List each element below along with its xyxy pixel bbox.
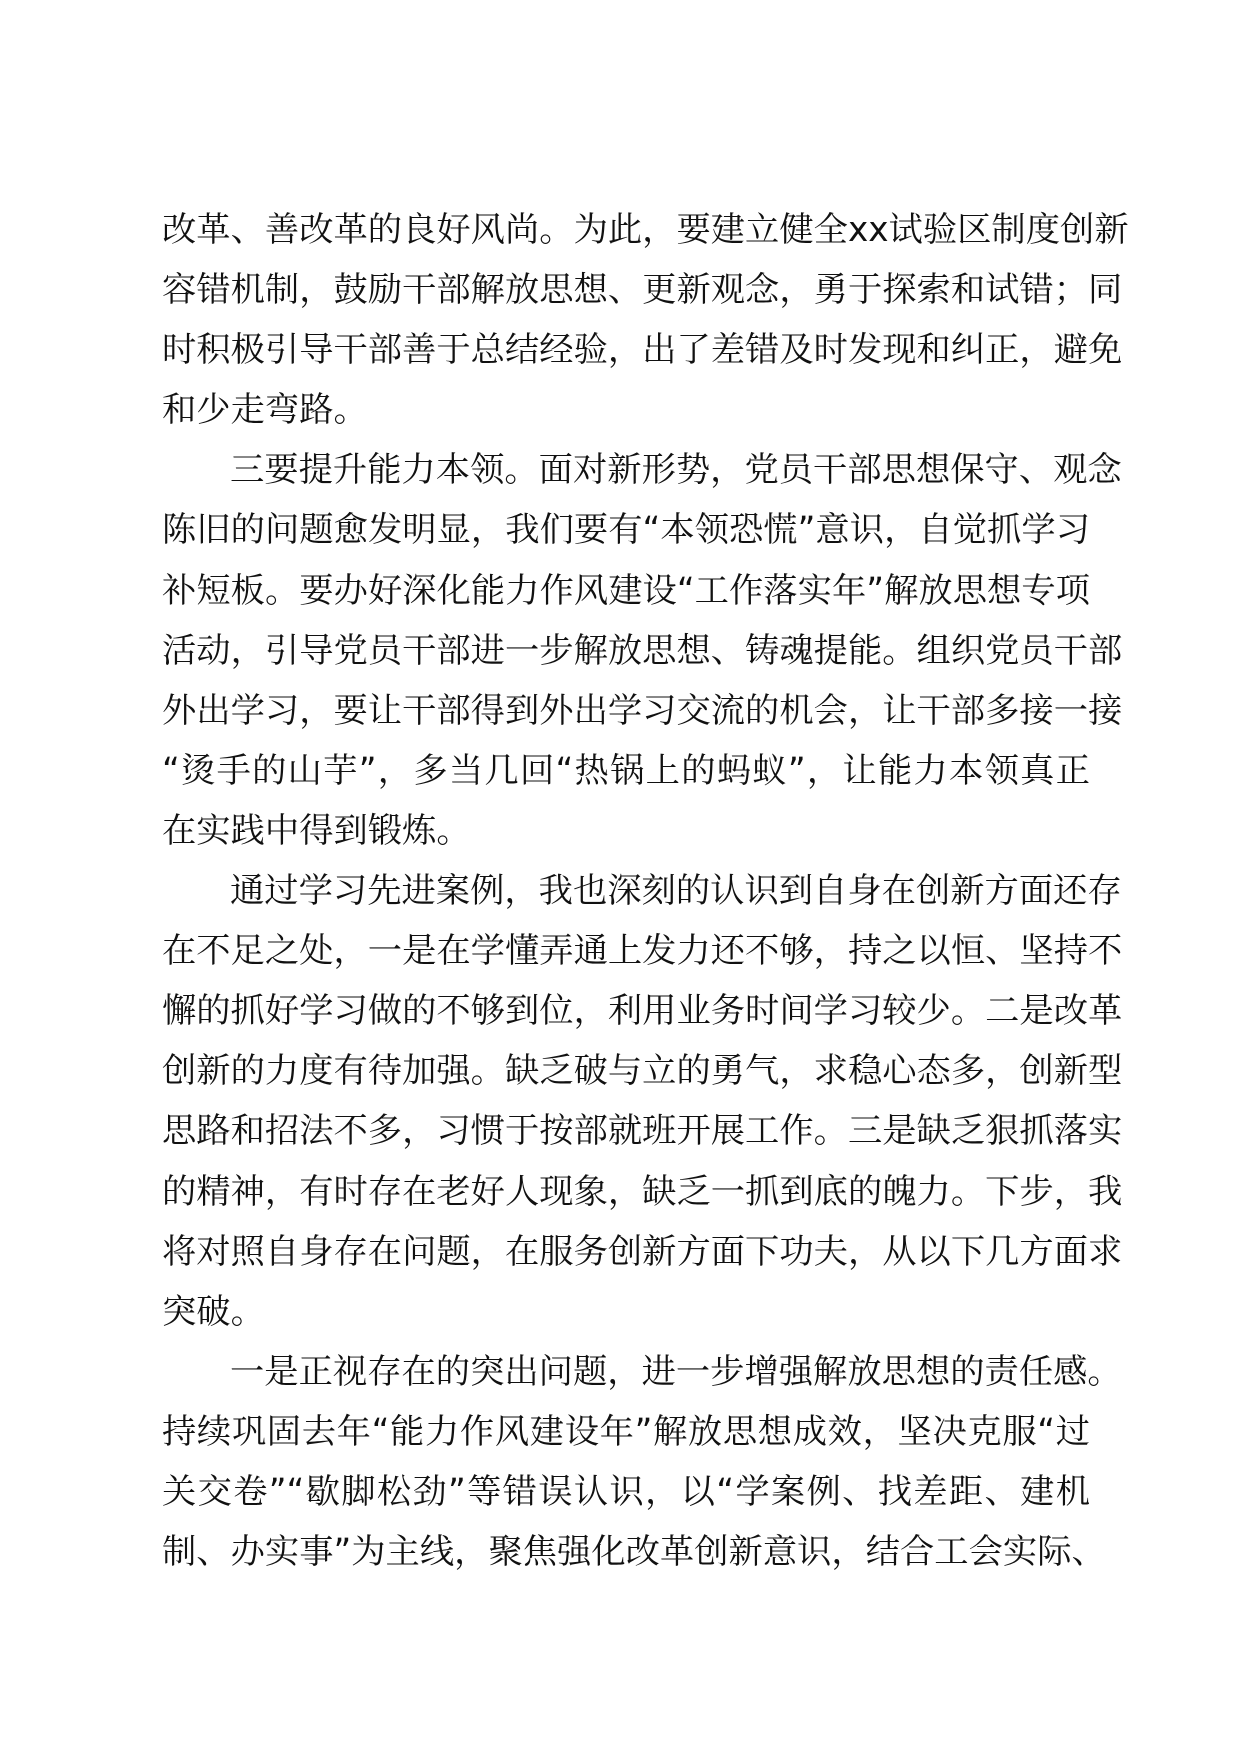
text-line: 三要提升能力本领。面对新形势，党员干部思想保守、观念 <box>230 450 1122 491</box>
document-body <box>162 200 1129 1582</box>
text-line: 容错机制，鼓励干部解放思想、更新观念，勇于探索和试错；同 <box>162 270 1123 311</box>
text-line: 陈旧的问题愈发明显，我们要有“本领恐慌”意识，自觉抓学习 <box>162 510 1090 551</box>
text-line: 创新的力度有待加强。缺乏破与立的勇气，求稳心态多，创新型 <box>162 1051 1123 1092</box>
paragraph <box>162 200 1129 440</box>
text-line: 活动，引导党员干部进一步解放思想、铸魂提能。组织党员干部 <box>162 630 1123 671</box>
text-line: 思路和招法不多，习惯于按部就班开展工作。三是缺乏狠抓落实 <box>162 1111 1123 1152</box>
text-line: 将对照自身存在问题，在服务创新方面下功夫，从以下几方面求 <box>162 1231 1123 1272</box>
text-line: “烫手的山芋”，多当几回“热锅上的蚂蚁”，让能力本领真正 <box>162 750 1090 791</box>
text-line: 改革、善改革的良好风尚。为此，要建立健全xx试验区制度创新 <box>162 210 1129 250</box>
text-line: 的精神，有时存在老好人现象，缺乏一抓到底的魄力。下步，我 <box>162 1171 1123 1212</box>
text-line: 关交卷”“歇脚松劲”等错误认识，以“学案例、找差距、建机 <box>162 1471 1090 1512</box>
text-line: 补短板。要办好深化能力作风建设“工作落实年”解放思想专项 <box>162 570 1090 611</box>
text-line: 持续巩固去年“能力作风建设年”解放思想成效，坚决克服“过 <box>162 1411 1090 1452</box>
text-line: 外出学习，要让干部得到外出学习交流的机会，让干部多接一接 <box>162 690 1123 731</box>
text-line: 突破。 <box>162 1291 265 1332</box>
paragraph <box>162 440 1123 861</box>
paragraph <box>162 861 1123 1342</box>
text-line: 制、办实事”为主线，聚焦强化改革创新意识，结合工会实际、 <box>162 1532 1106 1573</box>
text-line: 和少走弯路。 <box>162 390 368 431</box>
text-line: 一是正视存在的突出问题，进一步增强解放思想的责任感。 <box>230 1351 1122 1392</box>
text-line: 懈的抓好学习做的不够到位，利用业务时间学习较少。二是改革 <box>162 991 1123 1032</box>
text-line: 通过学习先进案例，我也深刻的认识到自身在创新方面还存 <box>230 871 1122 912</box>
text-line: 在不足之处，一是在学懂弄通上发力还不够，持之以恒、坚持不 <box>162 931 1123 972</box>
text-line: 在实践中得到锻炼。 <box>162 810 471 851</box>
paragraph <box>162 1342 1122 1582</box>
text-line: 时积极引导干部善于总结经验，出了差错及时发现和纠正，避免 <box>162 330 1123 371</box>
